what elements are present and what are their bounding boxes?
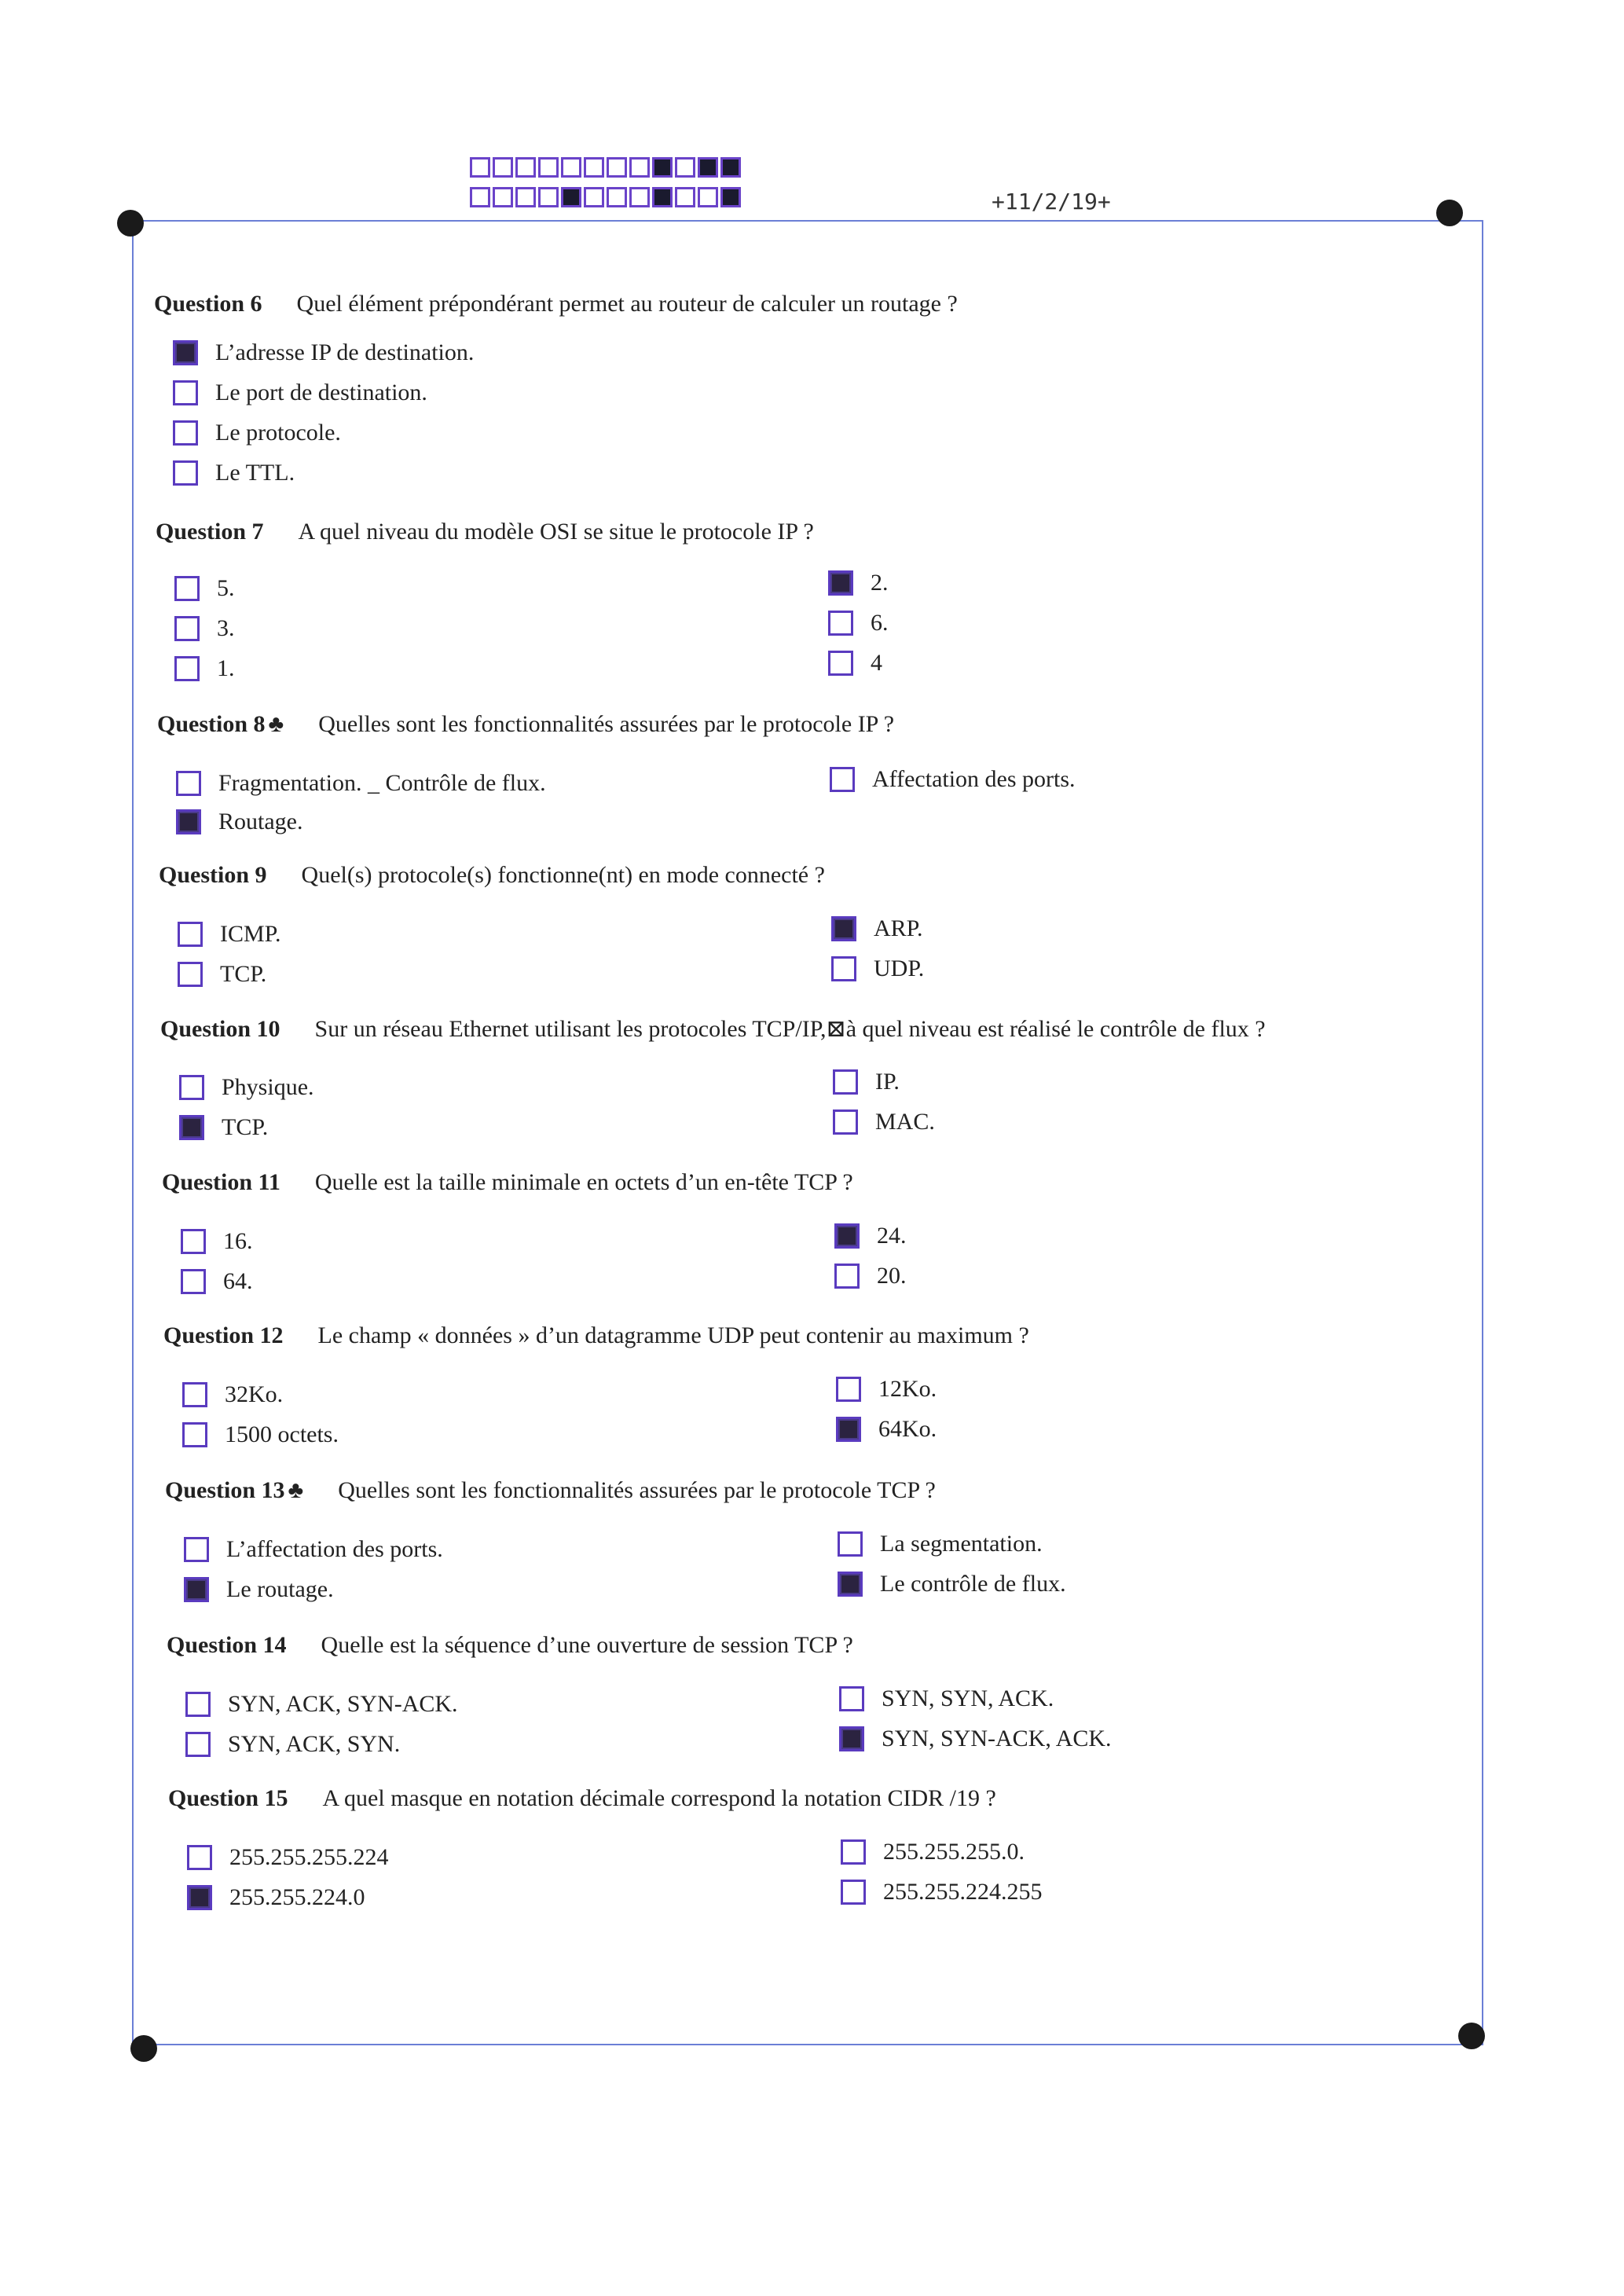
answer-choice[interactable] <box>834 1263 907 1289</box>
question-label: Question 11 <box>162 1169 280 1195</box>
barcode-cell <box>515 187 536 207</box>
answer-choice-label: 4 <box>871 650 882 676</box>
answer-choice[interactable] <box>184 1576 334 1603</box>
answer-choice[interactable] <box>834 1223 907 1249</box>
checked-checkbox[interactable] <box>836 1417 861 1442</box>
checkbox[interactable] <box>185 1732 211 1757</box>
barcode-cell <box>493 187 513 207</box>
checkbox[interactable] <box>181 1269 206 1294</box>
question-heading <box>156 519 814 545</box>
checkbox[interactable] <box>178 962 203 987</box>
barcode-cell <box>720 187 741 207</box>
question-heading <box>154 291 958 317</box>
barcode-cell <box>629 157 650 178</box>
answer-choice-label: SYN, SYN-ACK, ACK. <box>882 1726 1112 1751</box>
question-label: Question 10 <box>160 1016 280 1042</box>
checkbox[interactable] <box>174 656 200 681</box>
barcode-row-2 <box>470 187 741 207</box>
answer-choice[interactable] <box>841 1879 1043 1905</box>
answer-choice[interactable] <box>187 1844 389 1871</box>
answer-choice-label: 255.255.224.255 <box>883 1879 1043 1905</box>
answer-choice-label: Physique. <box>222 1074 314 1100</box>
question-text: Quelles sont les fonctionnalités assurées par le protocole IP ? <box>318 711 895 737</box>
corner-marker-bottom-left <box>130 2035 157 2062</box>
answer-choice-label: TCP. <box>220 961 267 987</box>
checkbox[interactable] <box>828 651 853 676</box>
barcode-cell <box>515 157 536 178</box>
corner-marker-top-left <box>117 210 144 237</box>
answer-choice-label: MAC. <box>875 1109 935 1135</box>
checked-checkbox[interactable] <box>179 1115 204 1140</box>
checked-checkbox[interactable] <box>173 340 198 365</box>
checkbox[interactable] <box>174 616 200 641</box>
checkbox[interactable] <box>834 1264 860 1289</box>
checkbox[interactable] <box>185 1692 211 1717</box>
answer-choice[interactable] <box>838 1571 1066 1597</box>
barcode-cell <box>698 157 718 178</box>
checkbox[interactable] <box>184 1537 209 1562</box>
barcode-cell <box>675 187 695 207</box>
answer-choice-label: Fragmentation. _ Contrôle de flux. <box>218 770 546 796</box>
answer-choice-label: Le port de destination. <box>215 380 427 405</box>
checkbox[interactable] <box>173 380 198 405</box>
answer-choice[interactable] <box>187 1884 365 1911</box>
barcode-cell <box>675 157 695 178</box>
answer-choice-label: IP. <box>875 1069 900 1095</box>
question-text: A quel niveau du modèle OSI se situe le protocole IP ? <box>298 519 814 545</box>
barcode-cell <box>652 187 673 207</box>
barcode-cell <box>493 157 513 178</box>
question-label: Question 7 <box>156 519 264 545</box>
answer-choice-label: Le routage. <box>226 1576 334 1602</box>
question-heading <box>160 1015 1266 1043</box>
barcode-cell <box>470 157 490 178</box>
barcode-cell <box>720 157 741 178</box>
answer-choice-label: 1. <box>217 655 235 681</box>
answer-choice-label: SYN, ACK, SYN-ACK. <box>228 1691 458 1717</box>
checkbox[interactable] <box>833 1069 858 1095</box>
barcode-cell <box>629 187 650 207</box>
barcode-cell <box>470 187 490 207</box>
checkbox[interactable] <box>176 771 201 796</box>
checkbox[interactable] <box>178 922 203 947</box>
answer-choice[interactable] <box>833 1109 935 1135</box>
answer-choice[interactable] <box>173 339 474 366</box>
checked-checkbox[interactable] <box>831 916 856 941</box>
question-text: Quel(s) protocole(s) fonctionne(nt) en mode connecté ? <box>301 862 825 888</box>
question-heading <box>157 711 894 738</box>
question-label: Question 9 <box>159 862 267 888</box>
answer-choice-label: TCP. <box>222 1114 269 1140</box>
answer-choice-label: Affectation des ports. <box>872 766 1076 792</box>
answer-choice[interactable] <box>184 1536 443 1563</box>
answer-choice[interactable] <box>830 766 1076 793</box>
question-heading <box>168 1785 996 1812</box>
answer-choice-label: 64Ko. <box>878 1416 937 1442</box>
answer-choice[interactable] <box>174 575 235 602</box>
answer-choice-label: L’adresse IP de destination. <box>215 339 475 365</box>
barcode-cell <box>538 187 559 207</box>
answer-choice-label: 3. <box>217 615 235 641</box>
answer-choice[interactable] <box>179 1114 268 1141</box>
question-label: Question 13 ♣ <box>165 1477 304 1503</box>
answer-choice-label: Le TTL. <box>215 460 295 486</box>
checkbox[interactable] <box>174 576 200 601</box>
answer-choice[interactable] <box>173 420 341 446</box>
answer-choice[interactable] <box>185 1691 458 1718</box>
checkbox[interactable] <box>841 1839 866 1865</box>
checkbox[interactable] <box>830 767 855 792</box>
answer-choice-label: 5. <box>217 575 235 601</box>
answer-choice-label: L’affectation des ports. <box>226 1536 443 1562</box>
checked-checkbox[interactable] <box>838 1572 863 1597</box>
answer-choice[interactable] <box>182 1421 339 1448</box>
answer-choice[interactable] <box>828 610 889 636</box>
checkbox[interactable] <box>838 1531 863 1557</box>
answer-choice-label: Le protocole. <box>215 420 341 446</box>
answer-choice[interactable] <box>839 1685 1054 1712</box>
answer-choice[interactable] <box>173 380 427 406</box>
answer-choice[interactable] <box>173 460 295 486</box>
answer-choice[interactable] <box>179 1074 314 1101</box>
barcode-cell <box>538 157 559 178</box>
barcode-cell <box>607 157 627 178</box>
answer-choice-label: SYN, ACK, SYN. <box>228 1731 401 1757</box>
answer-choice-label: 1500 octets. <box>225 1421 339 1447</box>
checkbox[interactable] <box>182 1422 207 1447</box>
barcode-cell <box>561 187 581 207</box>
question-label: Question 14 <box>167 1632 287 1658</box>
answer-choice[interactable] <box>176 809 302 835</box>
checkbox[interactable] <box>173 420 198 446</box>
question-label: Question 15 <box>168 1785 288 1811</box>
answer-frame <box>132 220 1483 2045</box>
answer-choice-label: Routage. <box>218 809 303 834</box>
answer-choice[interactable] <box>182 1381 283 1408</box>
question-label: Question 8 ♣ <box>157 711 284 737</box>
question-text: Sur un réseau Ethernet utilisant les protocoles TCP/IP,⊠à quel niveau est réalisé le contrôle de flux ? <box>314 1016 1266 1042</box>
checkbox[interactable] <box>841 1880 866 1905</box>
checkbox[interactable] <box>839 1686 864 1711</box>
question-heading <box>162 1169 853 1196</box>
multiple-answer-club-icon: ♣ <box>268 711 284 737</box>
question-text: Le champ « données » d’un datagramme UDP peut contenir au maximum ? <box>317 1322 1029 1348</box>
checkbox[interactable] <box>181 1229 206 1254</box>
question-text: Quelles sont les fonctionnalités assurées par le protocole TCP ? <box>338 1477 936 1503</box>
checked-checkbox[interactable] <box>839 1726 864 1751</box>
question-label: Question 12 <box>163 1322 284 1348</box>
page-code: +11/2/19+ <box>992 189 1111 215</box>
answer-choice[interactable] <box>831 915 923 942</box>
answer-choice-label: 255.255.255.224 <box>229 1844 389 1870</box>
answer-choice-label: 16. <box>223 1228 253 1254</box>
answer-choice[interactable] <box>838 1531 1043 1557</box>
answer-choice[interactable] <box>831 955 924 982</box>
question-text: Quelle est la taille minimale en octets d’un en-tête TCP ? <box>314 1169 853 1195</box>
barcode-cell <box>584 187 604 207</box>
answer-choice[interactable] <box>836 1376 937 1403</box>
checkbox[interactable] <box>833 1109 858 1135</box>
answer-choice-label: 20. <box>877 1263 907 1289</box>
checkbox[interactable] <box>828 611 853 636</box>
barcode-cell <box>584 157 604 178</box>
answer-choice[interactable] <box>836 1416 937 1443</box>
answer-choice-label: 64. <box>223 1268 253 1294</box>
answer-choice[interactable] <box>178 961 266 988</box>
question-heading <box>167 1632 853 1659</box>
checkbox[interactable] <box>187 1845 212 1870</box>
checkbox[interactable] <box>179 1075 204 1100</box>
answer-choice[interactable] <box>828 650 882 677</box>
barcode-cell <box>698 187 718 207</box>
question-heading <box>163 1322 1029 1349</box>
checkbox[interactable] <box>831 956 856 981</box>
answer-choice-label: 255.255.224.0 <box>229 1884 365 1910</box>
answer-choice-label: 255.255.255.0. <box>883 1839 1025 1865</box>
corner-marker-bottom-right <box>1458 2023 1485 2049</box>
answer-choice-label: 12Ko. <box>878 1376 937 1402</box>
answer-choice-label: 6. <box>871 610 889 636</box>
checked-checkbox[interactable] <box>828 570 853 596</box>
answer-choice[interactable] <box>174 615 235 642</box>
question-label: Question 6 <box>154 291 262 317</box>
question-text: Quelle est la séquence d’une ouverture de session TCP ? <box>321 1632 853 1658</box>
answer-choice-label: 32Ko. <box>225 1381 284 1407</box>
question-heading <box>165 1477 936 1504</box>
corner-marker-top-right <box>1436 200 1463 226</box>
answer-choice[interactable] <box>841 1839 1025 1865</box>
answer-choice[interactable] <box>178 921 281 948</box>
checked-checkbox[interactable] <box>176 809 201 834</box>
answer-choice[interactable] <box>174 655 235 682</box>
answer-choice[interactable] <box>176 770 546 797</box>
answer-choice[interactable] <box>185 1731 400 1758</box>
checkbox[interactable] <box>173 460 198 486</box>
checked-checkbox[interactable] <box>187 1885 212 1910</box>
question-text: A quel masque en notation décimale correspond la notation CIDR /19 ? <box>322 1785 996 1811</box>
answer-choice-label: 24. <box>877 1223 907 1249</box>
answer-choice-label: La segmentation. <box>880 1531 1043 1557</box>
answer-choice[interactable] <box>181 1228 253 1255</box>
answer-choice[interactable] <box>181 1268 253 1295</box>
barcode-cell <box>561 157 581 178</box>
question-text: Quel élément prépondérant permet au routeur de calculer un routage ? <box>296 291 958 317</box>
multiple-answer-club-icon: ♣ <box>288 1477 304 1503</box>
answer-choice[interactable] <box>828 570 889 596</box>
checked-checkbox[interactable] <box>184 1577 209 1602</box>
checked-checkbox[interactable] <box>834 1223 860 1249</box>
barcode-cell <box>652 157 673 178</box>
barcode-cell <box>607 187 627 207</box>
answer-choice-label: Le contrôle de flux. <box>880 1571 1066 1597</box>
answer-choice[interactable] <box>833 1069 900 1095</box>
answer-choice-label: SYN, SYN, ACK. <box>882 1685 1054 1711</box>
answer-choice-label: ARP. <box>874 915 923 941</box>
checkbox[interactable] <box>836 1377 861 1402</box>
answer-choice-label: 2. <box>871 570 889 596</box>
question-heading <box>159 862 825 889</box>
answer-choice-label: UDP. <box>874 955 925 981</box>
answer-choice[interactable] <box>839 1726 1112 1752</box>
checkbox[interactable] <box>182 1382 207 1407</box>
answer-choice-label: ICMP. <box>220 921 281 947</box>
barcode-row-1 <box>470 157 741 178</box>
